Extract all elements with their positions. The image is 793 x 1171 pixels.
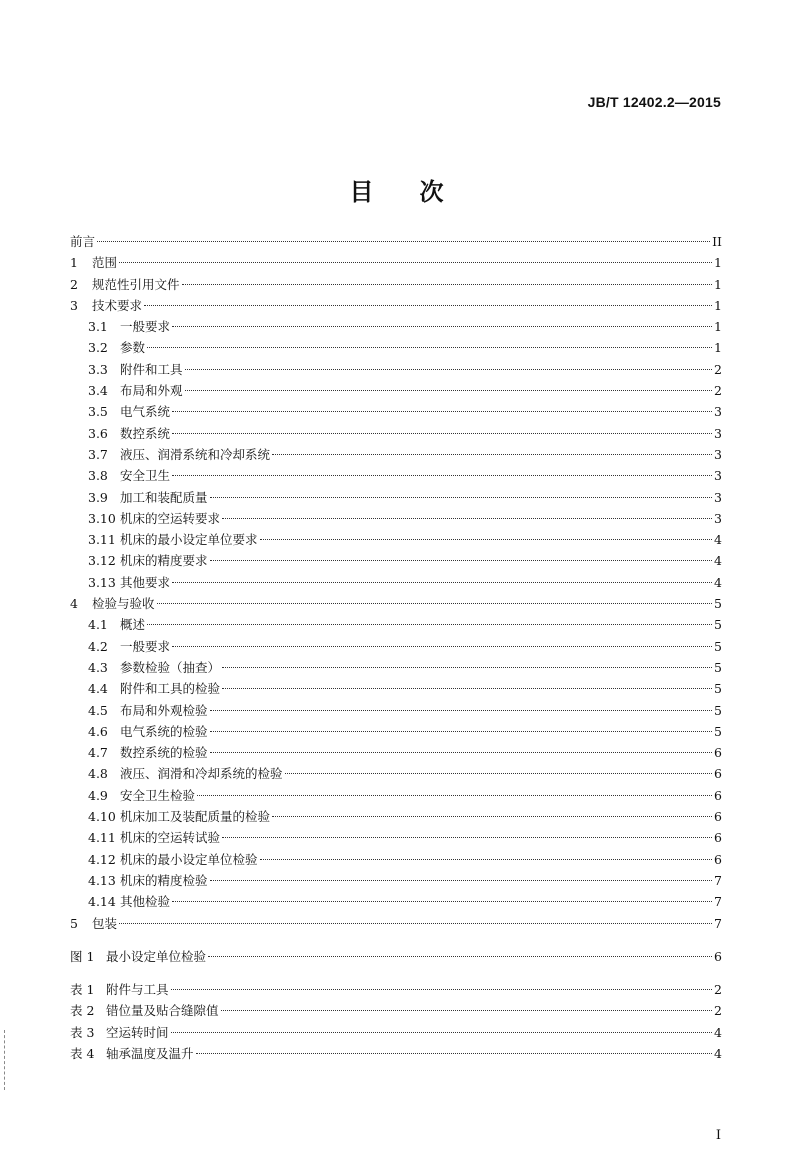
dot-leader bbox=[157, 603, 713, 604]
dot-leader bbox=[260, 539, 713, 540]
toc-entry-number: 图 1 bbox=[70, 948, 95, 964]
toc-entry-number: 3.11 bbox=[88, 532, 116, 548]
dot-leader bbox=[147, 347, 712, 348]
toc-entry-page: 2 bbox=[714, 361, 722, 377]
dot-leader bbox=[119, 923, 712, 924]
toc-entry-label: 附件与工具 bbox=[106, 982, 169, 998]
toc-entry-number: 3.2 bbox=[88, 340, 108, 356]
dot-leader bbox=[185, 390, 713, 391]
toc-entry-page: II bbox=[712, 234, 722, 249]
toc-entry-number: 3.13 bbox=[88, 574, 116, 590]
toc-entry-label: 最小设定单位检验 bbox=[106, 948, 207, 964]
toc-entry-page: 5 bbox=[714, 702, 722, 718]
toc-entry-number: 3.4 bbox=[88, 383, 108, 399]
toc-entry-page: 2 bbox=[714, 383, 722, 399]
toc-entry-page: 3 bbox=[714, 468, 722, 484]
toc-entry-number: 4.8 bbox=[88, 766, 108, 782]
toc-entry-number: 4.11 bbox=[88, 830, 116, 846]
toc-entry[interactable] bbox=[70, 465, 722, 486]
toc-entry-page: 2 bbox=[714, 982, 722, 998]
toc-entry-page: 5 bbox=[714, 638, 722, 654]
toc-entry-page: 3 bbox=[714, 510, 722, 526]
toc-entry-label: 数控系统 bbox=[120, 425, 171, 441]
toc-entry-number: 4.9 bbox=[88, 787, 108, 803]
dot-leader bbox=[272, 454, 712, 455]
toc-entry-number: 4.14 bbox=[88, 894, 116, 910]
toc-entry[interactable] bbox=[70, 337, 722, 358]
toc-entry[interactable] bbox=[70, 657, 722, 678]
dot-leader bbox=[172, 582, 712, 583]
toc-entry-number: 3.8 bbox=[88, 468, 108, 484]
toc-entry-page: 5 bbox=[714, 596, 722, 612]
toc-entry-label: 参数 bbox=[120, 340, 146, 356]
toc-entry[interactable] bbox=[70, 550, 722, 571]
dot-leader bbox=[197, 795, 712, 796]
dot-leader bbox=[222, 688, 712, 689]
toc-entry-label: 机床的最小设定单位检验 bbox=[120, 851, 258, 867]
toc-entry-label: 包装 bbox=[92, 915, 118, 931]
toc-entry-page: 6 bbox=[714, 745, 722, 761]
toc-entry-number: 4.10 bbox=[88, 809, 116, 825]
toc-entry-number: 3.9 bbox=[88, 489, 108, 505]
toc-entry-number: 4.13 bbox=[88, 872, 116, 888]
toc-entry-label: 范围 bbox=[92, 255, 118, 271]
toc-entry-number: 3.6 bbox=[88, 425, 108, 441]
doc-number: JB/T 12402.2—2015 bbox=[587, 94, 721, 110]
toc-entry-label: 电气系统的检验 bbox=[120, 723, 208, 739]
toc-entry-label: 机床加工及装配质量的检验 bbox=[120, 809, 271, 825]
toc-entry[interactable] bbox=[70, 593, 722, 614]
toc-entry-number: 4.1 bbox=[88, 617, 108, 633]
dot-leader bbox=[222, 667, 712, 668]
table-of-contents bbox=[70, 231, 722, 1064]
toc-entry-page: 1 bbox=[714, 297, 722, 313]
toc-entry-label: 数控系统的检验 bbox=[120, 745, 208, 761]
toc-entry-label: 电气系统 bbox=[120, 404, 171, 420]
toc-entry-label: 其他要求 bbox=[120, 574, 171, 590]
toc-entry-label: 错位量及贴合缝隙值 bbox=[106, 1003, 219, 1019]
toc-entry-page: 6 bbox=[714, 766, 722, 782]
toc-entry-label: 规范性引用文件 bbox=[92, 276, 180, 292]
toc-entry-page: 7 bbox=[714, 915, 722, 931]
toc-entry-number: 3.5 bbox=[88, 404, 108, 420]
dot-leader bbox=[182, 284, 713, 285]
toc-entry-label: 布局和外观检验 bbox=[120, 702, 208, 718]
toc-entry-number: 4.6 bbox=[88, 723, 108, 739]
toc-entry-number: 3.10 bbox=[88, 510, 116, 526]
toc-entry-page: 4 bbox=[714, 553, 722, 569]
toc-entry-page: 7 bbox=[714, 894, 722, 910]
toc-entry[interactable] bbox=[70, 979, 722, 1000]
toc-entry-page: 5 bbox=[714, 723, 722, 739]
dot-leader bbox=[210, 497, 713, 498]
dot-leader bbox=[119, 262, 712, 263]
toc-entry-label: 加工和装配质量 bbox=[120, 489, 208, 505]
toc-entry-number: 4.7 bbox=[88, 745, 108, 761]
toc-entry-label: 布局和外观 bbox=[120, 383, 183, 399]
toc-entry[interactable] bbox=[70, 678, 722, 699]
page-title: 目次 bbox=[349, 177, 490, 206]
toc-entry-number: 5 bbox=[70, 915, 78, 931]
dot-leader bbox=[210, 560, 713, 561]
toc-entry-page: 7 bbox=[714, 872, 722, 888]
dot-leader bbox=[285, 773, 713, 774]
dot-leader bbox=[210, 710, 713, 711]
toc-entry[interactable] bbox=[70, 785, 722, 806]
toc-entry-number: 3.7 bbox=[88, 446, 108, 462]
toc-entry-number: 表 2 bbox=[70, 1003, 95, 1019]
toc-entry-page: 5 bbox=[714, 617, 722, 633]
toc-entry-label: 机床的精度要求 bbox=[120, 553, 208, 569]
dot-leader bbox=[210, 731, 713, 732]
toc-entry[interactable] bbox=[70, 572, 722, 593]
toc-entry[interactable] bbox=[70, 849, 722, 870]
dot-leader bbox=[208, 956, 712, 957]
toc-entry[interactable] bbox=[70, 827, 722, 848]
toc-entry-page: 1 bbox=[714, 319, 722, 335]
dot-leader bbox=[172, 475, 712, 476]
toc-entry-label: 机床的精度检验 bbox=[120, 872, 208, 888]
toc-entry-number: 3.12 bbox=[88, 553, 116, 569]
toc-entry-label: 其他检验 bbox=[120, 894, 171, 910]
toc-entry-label: 空运转时间 bbox=[106, 1024, 169, 1040]
dot-leader bbox=[172, 646, 712, 647]
toc-entry-number: 4 bbox=[70, 596, 78, 612]
toc-entry-label: 机床的空运转试验 bbox=[120, 830, 221, 846]
toc-entry-page: 1 bbox=[714, 276, 722, 292]
toc-entry-label: 安全卫生 bbox=[120, 468, 171, 484]
toc-entry-page: 6 bbox=[714, 830, 722, 846]
toc-entry[interactable] bbox=[70, 444, 722, 465]
toc-entry-page: 3 bbox=[714, 446, 722, 462]
dot-leader bbox=[171, 1032, 713, 1033]
toc-entry-page: 6 bbox=[714, 948, 722, 964]
toc-entry[interactable] bbox=[70, 1022, 722, 1043]
toc-entry-label: 液压、润滑系统和冷却系统 bbox=[120, 446, 271, 462]
dot-leader bbox=[97, 241, 710, 242]
toc-entry-label: 概述 bbox=[120, 617, 146, 633]
toc-entry[interactable] bbox=[70, 274, 722, 295]
toc-entry[interactable] bbox=[70, 946, 722, 967]
toc-entry-number: 3.3 bbox=[88, 361, 108, 377]
toc-entry[interactable] bbox=[70, 891, 722, 912]
toc-entry[interactable] bbox=[70, 231, 722, 252]
section-gap bbox=[70, 967, 722, 979]
toc-entry[interactable] bbox=[70, 763, 722, 784]
dot-leader bbox=[147, 624, 712, 625]
toc-entry-number: 4.5 bbox=[88, 702, 108, 718]
toc-entry-page: 1 bbox=[714, 340, 722, 356]
dot-leader bbox=[171, 989, 713, 990]
toc-entry-page: 6 bbox=[714, 851, 722, 867]
toc-entry-number: 表 4 bbox=[70, 1045, 95, 1061]
toc-entry[interactable] bbox=[70, 700, 722, 721]
toc-entry-label: 轴承温度及温升 bbox=[106, 1045, 194, 1061]
toc-entry[interactable] bbox=[70, 508, 722, 529]
toc-entry-number: 4.12 bbox=[88, 851, 116, 867]
toc-entry-number: 1 bbox=[70, 255, 78, 271]
toc-entry-page: 4 bbox=[714, 532, 722, 548]
toc-entry[interactable] bbox=[70, 316, 722, 337]
toc-entry-page: 5 bbox=[714, 681, 722, 697]
toc-entry[interactable] bbox=[70, 252, 722, 273]
toc-entry-number: 4.3 bbox=[88, 659, 108, 675]
toc-entry-number: 2 bbox=[70, 276, 78, 292]
toc-entry[interactable] bbox=[70, 1000, 722, 1021]
binding-marks bbox=[4, 1030, 7, 1090]
dot-leader bbox=[172, 901, 712, 902]
toc-entry-number: 4.4 bbox=[88, 681, 108, 697]
dot-leader bbox=[172, 411, 712, 412]
toc-entry-label: 附件和工具的检验 bbox=[120, 681, 221, 697]
toc-entry-page: 3 bbox=[714, 404, 722, 420]
toc-entry-page: 3 bbox=[714, 425, 722, 441]
toc-entry-label: 前言 bbox=[70, 234, 96, 249]
toc-entry[interactable] bbox=[70, 401, 722, 422]
toc-entry-page: 4 bbox=[714, 574, 722, 590]
toc-entry[interactable] bbox=[70, 806, 722, 827]
dot-leader bbox=[172, 433, 712, 434]
toc-entry[interactable] bbox=[70, 380, 722, 401]
dot-leader bbox=[222, 837, 712, 838]
toc-entry[interactable] bbox=[70, 721, 722, 742]
toc-entry-number: 4.2 bbox=[88, 638, 108, 654]
dot-leader bbox=[196, 1053, 713, 1054]
toc-entry[interactable] bbox=[70, 423, 722, 444]
toc-entry-page: 6 bbox=[714, 787, 722, 803]
dot-leader bbox=[221, 1010, 713, 1011]
dot-leader bbox=[144, 305, 712, 306]
toc-entry[interactable] bbox=[70, 1043, 722, 1064]
footer-page-number: I bbox=[715, 1128, 721, 1143]
toc-entry[interactable] bbox=[70, 487, 722, 508]
toc-entry-page: 6 bbox=[714, 809, 722, 825]
dot-leader bbox=[260, 859, 713, 860]
toc-entry-label: 技术要求 bbox=[92, 297, 143, 313]
toc-entry-number: 3 bbox=[70, 297, 78, 313]
toc-entry[interactable] bbox=[70, 913, 722, 934]
toc-entry-label: 附件和工具 bbox=[120, 361, 183, 377]
toc-entry[interactable] bbox=[70, 359, 722, 380]
toc-entry-page: 1 bbox=[714, 255, 722, 271]
dot-leader bbox=[272, 816, 712, 817]
toc-entry-label: 一般要求 bbox=[120, 319, 171, 335]
toc-entry-label: 机床的最小设定单位要求 bbox=[120, 532, 258, 548]
dot-leader bbox=[172, 326, 712, 327]
dot-leader bbox=[210, 752, 713, 753]
toc-entry-page: 4 bbox=[714, 1024, 722, 1040]
section-gap bbox=[70, 934, 722, 946]
toc-entry[interactable] bbox=[70, 295, 722, 316]
toc-entry[interactable] bbox=[70, 742, 722, 763]
toc-entry-page: 4 bbox=[714, 1045, 722, 1061]
toc-entry-number: 3.1 bbox=[88, 319, 108, 335]
toc-entry[interactable] bbox=[70, 614, 722, 635]
toc-entry[interactable] bbox=[70, 636, 722, 657]
toc-entry-page: 5 bbox=[714, 659, 722, 675]
toc-entry-label: 检验与验收 bbox=[92, 596, 155, 612]
toc-entry-label: 液压、润滑和冷却系统的检验 bbox=[120, 766, 283, 782]
toc-entry[interactable] bbox=[70, 870, 722, 891]
dot-leader bbox=[222, 518, 712, 519]
toc-entry-page: 2 bbox=[714, 1003, 722, 1019]
toc-entry-label: 一般要求 bbox=[120, 638, 171, 654]
toc-entry-number: 表 1 bbox=[70, 982, 95, 998]
toc-entry-label: 安全卫生检验 bbox=[120, 787, 196, 803]
toc-entry-label: 参数检验（抽查） bbox=[120, 659, 221, 675]
toc-entry-number: 表 3 bbox=[70, 1024, 95, 1040]
toc-entry-page: 3 bbox=[714, 489, 722, 505]
dot-leader bbox=[210, 880, 713, 881]
toc-entry-label: 机床的空运转要求 bbox=[120, 510, 221, 526]
dot-leader bbox=[185, 369, 713, 370]
toc-entry[interactable] bbox=[70, 529, 722, 550]
